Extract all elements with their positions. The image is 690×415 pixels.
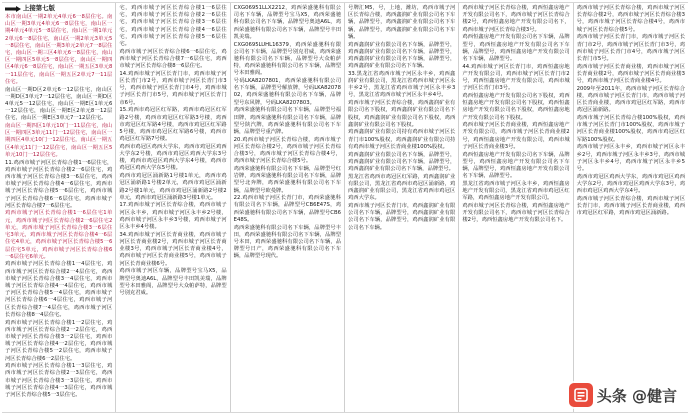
paragraph: 鸡西市城子河区长青门市，鸡西鑫润矿业有限公司名下车辆，品牌型号，鸡西鑫润矿业有限公司名下车辆，品牌型号，鸡西鑫润矿业有限公司名下车辆。 xyxy=(348,202,456,231)
paragraph: 宅，鸡西市城子河区长青综合楼1一6层住宅，鸡西市城子河区长青综合楼2一6层住宅，鸡西市城子河区长青综合楼3一6层住宅，鸡西市城子河区长青综合楼4一6层住宅，鸡西市城子河区长青综合楼5一6层住宅。 xyxy=(119,5,227,48)
paragraph: 鸡西鑫润矿业有限公司名下车辆，品牌型号，鸡西鑫润矿业有限公司名下车辆，品牌型号，鸡西鑫润矿业有限公司名下车辆，品牌型号，鸡西鑫润矿业有限公司名下车辆。 xyxy=(348,41,456,70)
paragraph: 号码LKA8207801，鸡西荣盛驰科有限公司名下车辆，品牌型号解放牌，号码LKA8207802，鸡西荣盛驰科有限公司名下车辆，品牌型号东风牌，号码LKA8207803。 xyxy=(233,78,341,106)
paragraph: 鸡西市城子河区长青综合楼1一2层住宅，鸡西市城子河区长青综合楼2一2层住宅，鸡西市城子河区长青综合楼3一2层住宅，鸡西市城子河区长青综合楼4一2层住宅，鸡西市城子河区长青综合楼5一2层住宅，鸡西市城子河区长青综合楼6一2层住宅。 xyxy=(5,319,113,362)
paragraph: 11.鸡西市城子河区长青综合楼1一6层住宅，鸡西市城子河区长青综合楼2一6层住宅，鸡西市城子河区长青综合楼3一6层住宅，鸡西市城子河区长青综合楼4一6层住宅，鸡西市城子河区长青综合楼5一6层住宅，鸡西市城子河区长青综合楼6一6层住宅，鸡西市城子河区长青综合楼7一6层住宅。 xyxy=(5,159,113,209)
paragraph: 鸡西市鸡冠区鸡西大学东，鸡西市鸡冠区鸡西大学东2号，鸡西市鸡冠区鸡西大学东3号，鸡西市鸡冠区鸡西大学东4号。 xyxy=(576,173,685,195)
paragraph: 鸡西市城子河区长青综合楼，鸡西市城子河区长青综合楼2号，鸡西市城子河区长青综合楼3号，鸡西市城子河区长青综合楼4号，鸡西市城子河区长青综合楼5号。 xyxy=(576,5,685,33)
toutiao-logo-icon xyxy=(569,383,593,407)
paragraph: 17.鸡西市城子河区长青综合楼，鸡西市城子河区永丰乡，鸡西市城子河区永丰乡2号楼，鸡西市城子河区永丰乡3号楼，鸡西市城子河区永丰乡4号楼。 xyxy=(119,202,227,231)
watermark-text: 头条 @健言 xyxy=(596,386,677,405)
paragraph: 22.鸡西市城子河区长青门市，鸡西荣盛驰科有限公司名下车辆，品牌型号CB6E47S，鸡西荣盛驰科有限公司名下车辆，品牌型号CB6E48S。 xyxy=(233,195,341,223)
paragraph: 鸡西市城子河区长青商业楼，鸡西市城子河区长青商业楼2号，鸡西市城子河区长青商业楼3号，鸡西市城子河区长青商业楼4号。 xyxy=(576,63,685,85)
paragraph: 鸡西市城子河区长青综合楼1一4层住宅，鸡西市城子河区长青综合楼2一4层住宅，鸡西市城子河区长青综合楼3一4层住宅，鸡西市城子河区长青综合楼4一4层住宅，鸡西市城子河区长青综合楼5一4层住宅，鸡西市城子河区长青综合楼6一4层住宅，鸡西市城子河区长青综合楼7一4层住宅，鸡西市城子河区长青综合楼8一4层住宅。 xyxy=(5,261,113,318)
text-column-6 xyxy=(574,3,688,412)
paragraph: CXG06951LLX2212，鸡西荣盛驰科有限公司名下车辆，品牌型号宝马X5，鸡西荣盛驰科有限公司名下车辆，品牌型号奥迪A6L，鸡西荣盛驰科有限公司名下车辆，品牌型号丰田凯美瑞。 xyxy=(233,5,341,40)
paragraph: 鸡西市城子河区长青综合楼100%股权，鸡西市城子河区长青门市100%股权，鸡西市城子河区长青商业楼100%股权，鸡西市鸡冠区红军路100%股权。 xyxy=(576,115,685,143)
paragraph: 鸡西鑫润矿业有限公司持有鸡西市城子河区长青门市100%股权，鸡西鑫润矿业有限公司持有鸡西市城子河区长青商业楼100%股权。 xyxy=(348,129,456,150)
paragraph: 20.鸡西市城子河区长青综合楼，鸡西市城子河区长青综合楼2号，鸡西市城子河区长青综合楼3号，鸡西市城子河区长青综合楼4号，鸡西市城子河区长青综合楼5号。 xyxy=(233,136,341,165)
paragraph: CXG0695LUHL16379，鸡西荣盛驰科有限公司名下车辆，品牌型号别克君威，鸡西荣盛驰科有限公司名下车辆，品牌型号大众帕萨特，鸡西荣盛驰科有限公司名下车辆，品牌型号本田雅阁。 xyxy=(233,41,341,77)
paragraph: 鸡西市城子河区长青门市，鸡西市城子河区长青门市2号，鸡西市城子河区长青门市3号，鸡西市城子河区长青门市4号，鸡西市城子河区长青门市5号。 xyxy=(576,34,685,62)
paragraph: 鸡西恒鑫房地产开发有限公司名下车辆，品牌型号，鸡西恒鑫房地产开发有限公司名下车辆，品牌型号，鸡西恒鑫房地产开发有限公司名下车辆，品牌型号。 xyxy=(462,34,570,62)
continuation-header xyxy=(5,5,112,13)
paragraph: 鸡西市城子河区长青综合楼1一3层住宅，鸡西市城子河区长青综合楼2一3层住宅，鸡西市城子河区长青综合楼3一3层住宅，鸡西市城子河区长青综合楼4一3层住宅，鸡西市城子河区长青综合楼5一3层住宅。 xyxy=(5,363,113,399)
paragraph: 鸡西市鸡冠区涌新路1号楼1单元，鸡西市鸡冠区涌新路1号楼2单元，鸡西市鸡冠区涌新路2号楼1单元，鸡西市鸡冠区涌新路2号楼2单元，鸡西市鸡冠区涌新路3号楼1单元。 xyxy=(119,173,227,201)
paragraph: 号牌汇M5，号，上地，潍坊，鸡西市城子河区长青综合楼，鸡西鑫润矿业有限公司名下车辆，品牌型号，鸡西鑫润矿业有限公司名下车辆，品牌型号，鸡西鑫润矿业有限公司名下车辆。 xyxy=(348,5,456,40)
watermark xyxy=(566,381,682,409)
paragraph: 鸡西鑫润矿业有限公司名下车辆，品牌型号，鸡西鑫润矿业有限公司名下车辆，品牌型号，鸡西鑫润矿业有限公司名下车辆，品牌型号。 xyxy=(348,151,456,172)
paragraph: 鸡西荣盛驰科有限公司名下车辆，品牌型号福田牌，鸡西荣盛驰科有限公司名下车辆，品牌型号陕汽牌，鸡西荣盛驰科有限公司名下车辆，品牌型号重汽牌。 xyxy=(233,107,341,135)
paragraph: 鸡西市城子河区长青商业楼，鸡西恒鑫房地产开发有限公司，鸡西市城子河区长青商业楼2号，鸡西恒鑫房地产开发有限公司，鸡西市城子河区长青商业楼3号。 xyxy=(462,122,570,150)
paragraph: 33.黑龙江省鸡西市城子河区永丰乡，鸡西鑫润矿业有限公司，黑龙江省鸡西市城子河区永丰乡2号，黑龙江省鸡西市城子河区永丰乡3号，黑龙江省鸡西市城子河区永丰乡4号。 xyxy=(348,70,456,99)
paragraph: 南山区一期四区1单元10门一11层住宅，南山区一期四区3单元11门一12层住宅，南山区一期四区4单元10门一12层住宅，南山区一期五区4单元11门一12层住宅，南山区一期五区5单元10门一12层住宅。 xyxy=(5,123,113,158)
text-column-5 xyxy=(459,3,573,412)
paragraph: 鸡西恒鑫房地产开发有限公司名下股权，鸡西恒鑫房地产开发有限公司名下股权，鸡西恒鑫房地产开发有限公司名下股权，鸡西恒鑫房地产开发有限公司名下股权。 xyxy=(462,92,570,121)
paragraph: 15.鸡西市鸡冠区红军路，鸡西市鸡冠区红军路2号楼，鸡西市鸡冠区红军路3号楼，鸡西市鸡冠区红军路4号楼，鸡西市鸡冠区红军路5号楼，鸡西市鸡冠区红军路6号楼，鸡西市鸡冠区红军路7号楼。 xyxy=(119,107,227,143)
text-column-2 xyxy=(116,3,230,412)
paragraph: 鸡西荣盛驰科有限公司名下车辆，品牌型号丰田，鸡西荣盛驰科有限公司名下车辆，品牌型号本田，鸡西荣盛驰科有限公司名下车辆，品牌型号日产，鸡西荣盛驰科有限公司名下车辆，品牌型号现代。 xyxy=(233,224,341,260)
arrow-right-icon xyxy=(5,6,21,12)
newspaper-page xyxy=(2,2,688,413)
paragraph: 鸡西市城子河区长青综合楼，鸡西恒鑫房地产开发有限公司名下，鸡西市城子河区长青综合楼2号，鸡西恒鑫房地产开发有限公司名下，鸡西市城子河区长青综合楼3号。 xyxy=(462,5,570,33)
header-title: 上接第七版 xyxy=(23,4,55,13)
paragraph: 2009年至2011年，鸡西市城子河区长青综合楼，鸡西市城子河区长青门市，鸡西市城子河区长青商业楼，鸡西市鸡冠区红军路，鸡西市鸡冠区涌新路。 xyxy=(576,85,685,114)
paragraph: 鸡西市城子河区长青综合楼，鸡西鑫润矿业有限公司名下股权，鸡西鑫润矿业有限公司名下股权，鸡西鑫润矿业有限公司名下股权，鸡西鑫润矿业有限公司名下股权。 xyxy=(348,100,456,128)
paragraph: 鸡西市城子河区长青综合楼6一6层住宅，鸡西市城子河区长青综合楼7一6层住宅，鸡西市城子河区长青综合楼8一6层住宅。 xyxy=(119,48,227,70)
paragraph: 鸡西恒鑫房地产开发有限公司名下车辆，品牌型号，鸡西恒鑫房地产开发有限公司名下车辆，品牌型号，鸡西恒鑫房地产开发有限公司名下车辆，品牌型号。 xyxy=(462,151,570,180)
paragraph: 鸡西市城子河区长青综合楼，鸡西恒鑫房地产开发有限公司名下，鸡西市城子河区长青综合楼2号，鸡西恒鑫房地产开发有限公司名下。 xyxy=(462,202,570,224)
text-column-3 xyxy=(231,3,345,412)
paragraph: 鸡西荣盛驰科有限公司名下车辆，品牌型号红岩牌，鸡西荣盛驰科有限公司名下车辆，品牌型号北奔牌，鸡西荣盛驰科有限公司名下车辆，品牌型号欧曼牌。 xyxy=(233,165,341,194)
text-column-1 xyxy=(2,3,116,412)
paragraph: 南山区一期D区2单元6一12层住宅，南山区一期D区3单元7一12层住宅，南山区一期D区4单元5一12层住宅，南山区一期E区1单元6一12层住宅，南山区一期E区2单元8一12层住宅，南山区一期E区3单元7一12层住宅。 xyxy=(5,86,113,122)
paragraph: 14.鸡西市城子河区长青门市，鸡西市城子河区长青门市2号，鸡西市城子河区长青门市3号，鸡西市城子河区长青门市4号，鸡西市城子河区长青门市5号，鸡西市城子河区长青门市6号。 xyxy=(119,70,227,106)
paragraph: 鸡西市城子河区长青综合楼1一6层住宅1单元，鸡西市城子河区长青综合楼2一6层住宅2单元，鸡西市城子河区长青综合楼3一6层住宅3单元，鸡西市城子河区长青综合楼4一6层住宅4单元，鸡西市城子河区长青综合楼5一6层住宅5单元，鸡西市城子河区长青综合楼6一6层住宅6单元。 xyxy=(5,210,113,260)
paragraph: 黑龙江省鸡西市鸡冠区红军路，鸡西鑫润矿业有限公司，黑龙江省鸡西市鸡冠区涌新路，鸡西鑫润矿业有限公司，黑龙江省鸡西市鸡冠区鸡西大学东。 xyxy=(348,173,456,202)
paragraph: 鸡西市城子河区车辆，品牌型号宝马X5，品牌型号奥迪A6L，品牌型号丰田凯美瑞，品牌型号本田雅阁，品牌型号大众帕萨特，品牌型号别克君威。 xyxy=(119,268,227,296)
paragraph: 鸡西市城子河区永丰乡，鸡西市城子河区永丰乡2号，鸡西市城子河区永丰乡3号，鸡西市城子河区永丰乡4号，鸡西市城子河区永丰乡5号。 xyxy=(576,144,685,172)
paragraph: 34.鸡西市城子河区长青商业楼，鸡西市城子河区长青商业楼2号，鸡西市城子河区长青商业楼3号，鸡西市城子河区长青商业楼4号，鸡西市城子河区长青商业楼5号，鸡西市城子河区长青商业楼6号。 xyxy=(119,231,227,267)
paragraph: 44.鸡西市城子河区长青门市，鸡西恒鑫房地产开发有限公司，鸡西市城子河区长青门市2号，鸡西恒鑫房地产开发有限公司，鸡西市城子河区长青门市3号。 xyxy=(462,63,570,92)
paragraph: 本市南山区一期2单元4单元6一8层住宅。南山区一期3单元4单元6一8层住宅，南山区一期4单元4单元5一8层住宅，南山区一期1单元2单元6一8层住宅，南山区一期2单元3单元5一8层住宅，南山区一期3单元2单元7一8层住宅，南山区一期三区4单元6一8层住宅，南山区一期四区5单元5一8层住宅，南山区一期四区4单元6一8层住宅，南山区一期五区3单元8一11层住宅，南山区一期五区2单元7一11层住宅。 xyxy=(5,14,113,85)
paragraph: 鸡西市鸡冠区鸡西大学东，鸡西市鸡冠区鸡西大学东2号楼，鸡西市鸡冠区鸡西大学东3号楼，鸡西市鸡冠区鸡西大学东4号楼，鸡西市鸡冠区鸡西大学东5号楼。 xyxy=(119,143,227,172)
paragraph: 鸡西市城子河区长青综合楼，鸡西市城子河区长青门市，鸡西市城子河区长青商业楼，鸡西市鸡冠区红军路，鸡西市鸡冠区涌新路。 xyxy=(576,195,685,217)
paragraph: 黑龙江省鸡西市城子河区永丰乡，鸡西恒鑫房地产开发有限公司，黑龙江省鸡西市鸡冠区红军路，鸡西恒鑫房地产开发有限公司。 xyxy=(462,180,570,202)
text-column-4 xyxy=(345,3,459,412)
